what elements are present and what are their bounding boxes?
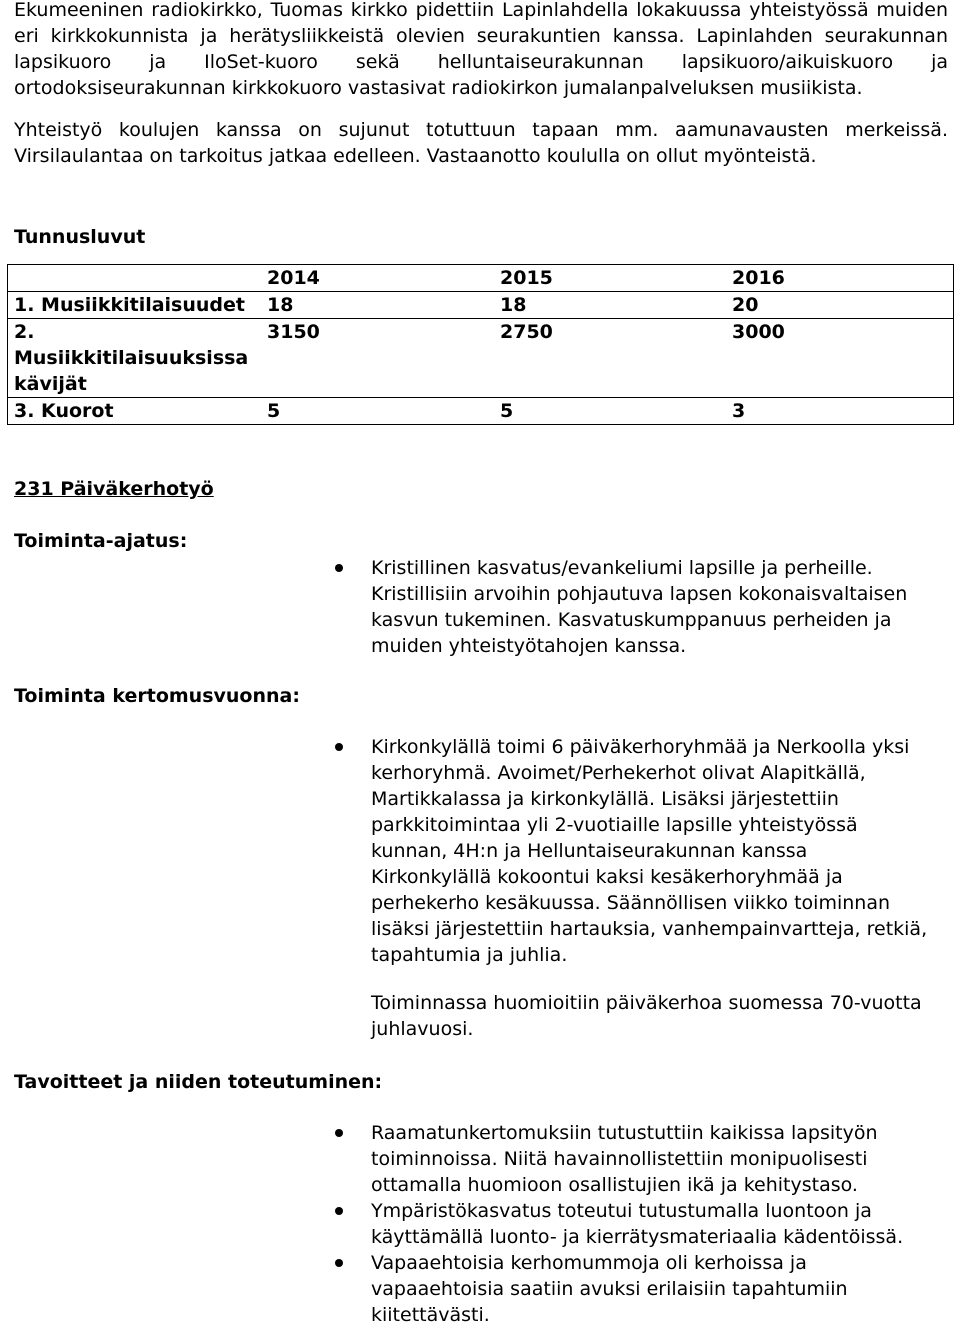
table-header-row: [8, 265, 954, 292]
list-item: [371, 555, 931, 659]
table-header-cell: 2014: [267, 267, 320, 289]
kertomus-label: Toiminta kertomusvuonna:: [14, 685, 300, 707]
table-cell: 1. Musiikkitilaisuudet: [14, 294, 245, 316]
table-cell: 5: [500, 400, 514, 422]
kertomus-list: [371, 734, 931, 968]
tavoitteet-label: Tavoitteet ja niiden toteutuminen:: [14, 1071, 383, 1093]
table-row: [8, 398, 954, 425]
table-cell: 18: [500, 294, 527, 316]
table-cell: 2. Musiikkitilaisuuksissa kävijät: [14, 321, 249, 395]
bullet-icon: [335, 1259, 343, 1267]
table-cell: 3. Kuorot: [14, 400, 114, 422]
list-item: [371, 1120, 931, 1198]
section-title: 231 Päiväkerhotyö: [14, 478, 214, 500]
bullet-icon: [335, 1129, 343, 1137]
tavoitteet-list: [371, 1120, 931, 1328]
table-row: [8, 319, 954, 398]
bullet-icon: [335, 1207, 343, 1215]
list-item-text: Vapaaehtoisia kerhomummoja oli kerhoissa ja vapaaehtoisia saatiin avuksi erilaisiin tapahtumiin kiitettävästi.: [371, 1252, 848, 1326]
ajatus-label: Toiminta-ajatus:: [14, 530, 188, 552]
list-item: [371, 734, 931, 968]
table-cell: 3150: [267, 321, 320, 343]
list-item-text: Kristillinen kasvatus/evankeliumi lapsille ja perheille. Kristillisiin arvoihin pohjautuva lapsen kokonaisvaltaisen kasvun tukeminen. Kasvatuskumppanuus perheiden ja muiden yhteistyötahojen kanssa.: [371, 557, 908, 657]
list-item: [371, 1198, 931, 1250]
table-header-cell: 2015: [500, 267, 553, 289]
table-cell: 18: [267, 294, 294, 316]
table-cell: 20: [732, 294, 759, 316]
table-cell: 3: [732, 400, 746, 422]
table-row: [8, 292, 954, 319]
ajatus-list: [371, 555, 931, 659]
list-item-text: Kirkonkylällä toimi 6 päiväkerhoryhmää ja Nerkoolla yksi kerhoryhmä. Avoimet/Perhekerhot olivat Alapitkällä, Martikkalassa ja kirkonkylällä. Lisäksi järjestettiin parkkitoimintaa yli 2-vuotiaille lapsille yhteistyössä kunnan, 4H:n ja Helluntaiseurakunnan kanssa Kirkonkylällä kokoontui kaksi kesäkerhoryhmää ja perhekerho kesäkuussa. Säännöllisen viikko toiminnan lisäksi järjestettiin hartauksia, vanhempainvartteja, retkiä, tapahtumia ja juhlia.: [371, 736, 928, 966]
table-cell: 2750: [500, 321, 553, 343]
stats-heading: Tunnusluvut: [14, 226, 146, 248]
list-item: [371, 1250, 931, 1328]
paragraph-radiokirkko: Ekumeeninen radiokirkko, Tuomas kirkko pidettiin Lapinlahdella lokakuussa yhteistyössä muiden eri kirkkokunnista ja herätysliikkeistä olevien seurakuntien kanssa. Lapinlahden seurakunnan lapsikuoro ja IloSet-kuoro sekä helluntaiseurakunnan lapsikuoro/aikuiskuoro ja ortodoksiseurakunnan kirkkokuoro vastasivat radiokirkon jumalanpalveluksen musiikista.: [14, 0, 948, 99]
list-item-text: Raamatunkertomuksiin tutustuttiin kaikissa lapsityön toiminnoissa. Niitä havainnollistettiin monipuolisesti ottamalla huomioon osallistujien ikä ja kehitystaso.: [371, 1122, 878, 1196]
table-header-cell: [8, 265, 262, 292]
kertomus-note: Toiminnassa huomioitiin päiväkerhoa suomessa 70-vuotta juhlavuosi.: [371, 992, 922, 1040]
table-cell: 5: [267, 400, 281, 422]
bullet-icon: [335, 564, 343, 572]
table-header-cell: 2016: [732, 267, 785, 289]
list-item-text: Ympäristökasvatus toteutui tutustumalla luontoon ja käyttämällä luonto- ja kierrätysmateriaalia kädentöissä.: [371, 1200, 904, 1248]
bullet-icon: [335, 743, 343, 751]
table-cell: 3000: [732, 321, 785, 343]
paragraph-koulut: Yhteistyö koulujen kanssa on sujunut totuttuun tapaan mm. aamunavausten merkeissä. Virsilaulantaa on tarkoitus jatkaa edelleen. Vastaanotto koululla on ollut myönteistä.: [14, 119, 948, 167]
stats-table: [7, 264, 954, 425]
